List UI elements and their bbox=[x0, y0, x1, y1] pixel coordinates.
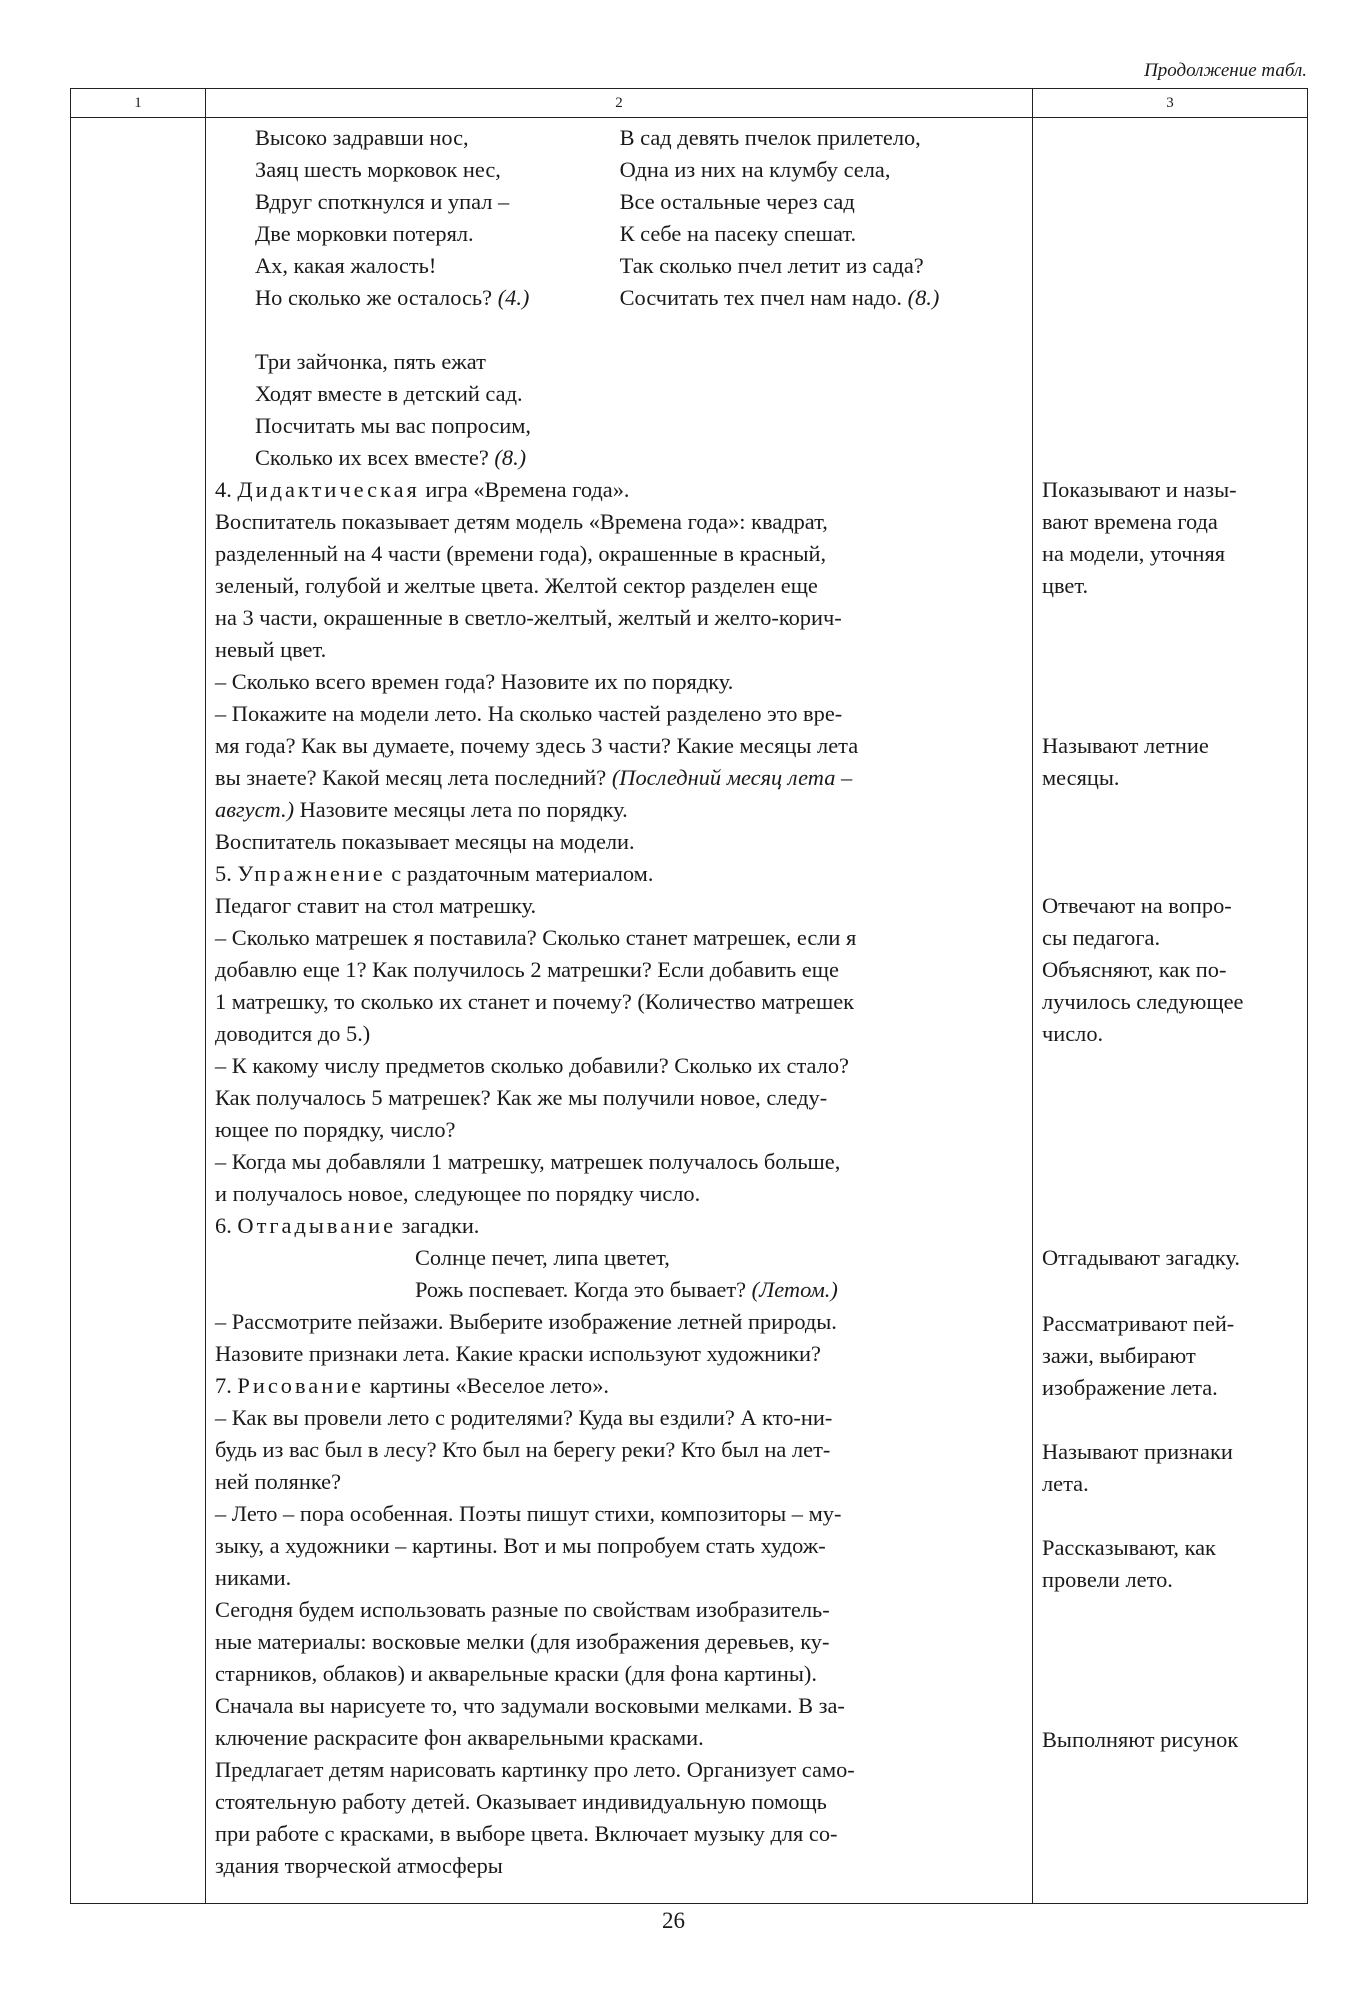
note-line: Называют летние bbox=[1042, 733, 1209, 758]
section-heading: 6. Отгадывание загадки. bbox=[215, 1213, 480, 1238]
text-line: старников, облаков) и акварельные краски (для фона картины). bbox=[215, 1661, 817, 1686]
poem-hare bbox=[255, 122, 620, 314]
riddle-line: Солнце печет, липа цветет, bbox=[415, 1245, 670, 1270]
note-line: провели лето. bbox=[1042, 1567, 1173, 1592]
text-line: доводится до 5.) bbox=[215, 1021, 371, 1046]
text-line: мя года? Как вы думаете, почему здесь 3 части? Какие месяцы лета bbox=[215, 733, 859, 758]
poem-line: Сосчитать тех пчел нам надо. (8.) bbox=[619, 285, 940, 310]
text-line: – К какому числу предметов сколько добавили? Сколько их стало? bbox=[215, 1053, 849, 1078]
column-1-cell bbox=[71, 118, 206, 1904]
text-line: вы знаете? Какой месяц лета последний? (Последний месяц лета – bbox=[215, 765, 853, 790]
note-line: цвет. bbox=[1042, 573, 1089, 598]
text-line: Предлагает детям нарисовать картинку про лето. Организует само- bbox=[215, 1757, 855, 1782]
text-line: разделенный на 4 части (времени года), окрашенные в красный, bbox=[215, 541, 827, 566]
text-line: здания творческой атмосферы bbox=[215, 1853, 503, 1878]
note-signs bbox=[1042, 1436, 1303, 1500]
text-line: невый цвет. bbox=[215, 637, 327, 662]
note-line: Называют признаки bbox=[1042, 1439, 1233, 1464]
poem-line: Ходят вместе в детский сад. bbox=[255, 381, 523, 406]
note-line: Отгадывают загадку. bbox=[1042, 1245, 1240, 1270]
note-draw bbox=[1042, 1724, 1303, 1756]
spacer bbox=[215, 314, 1028, 346]
poem-bees bbox=[620, 122, 1028, 314]
text-line: – Сколько всего времен года? Назовите их по порядку. bbox=[215, 669, 734, 694]
note-line: Отвечают на вопро- bbox=[1042, 893, 1232, 918]
poem-line: Ах, какая жалость! bbox=[255, 253, 437, 278]
section-heading: 7. Рисование картины «Веселое лето». bbox=[215, 1373, 610, 1398]
note-line: Рассказывают, как bbox=[1042, 1535, 1216, 1560]
column-3-cell bbox=[1033, 118, 1308, 1904]
poem-answer: (8.) bbox=[907, 285, 940, 310]
text-line: и получалось новое, следующее по порядку число. bbox=[215, 1181, 701, 1206]
note-tell bbox=[1042, 1532, 1303, 1596]
note-landscapes bbox=[1042, 1308, 1303, 1404]
text-line: ней полянке? bbox=[215, 1469, 342, 1494]
text-line: – Когда мы добавляли 1 матрешку, матрешек получалось больше, bbox=[215, 1149, 841, 1174]
note-line: число. bbox=[1042, 1021, 1104, 1046]
note-riddle bbox=[1042, 1242, 1303, 1274]
text-line: на 3 части, окрашенные в светло-желтый, желтый и желто-корич- bbox=[215, 605, 842, 630]
poem-answer: (8.) bbox=[494, 445, 527, 470]
table-body-row bbox=[71, 118, 1308, 1904]
note-line: месяцы. bbox=[1042, 765, 1120, 790]
note-seasons bbox=[1042, 474, 1303, 602]
text-line: добавлю еще 1? Как получилось 2 матрешки? Если добавить еще bbox=[215, 957, 839, 982]
text-line: ющее по порядку, число? bbox=[215, 1117, 456, 1142]
note-line: зажи, выбирают bbox=[1042, 1343, 1196, 1368]
text-line: Сегодня будем использовать разные по свойствам изобразитель- bbox=[215, 1597, 830, 1622]
section-heading: 4. Дидактическая игра «Времена года». bbox=[215, 477, 630, 502]
text-line: Как получалось 5 матрешек? Как же мы получили новое, следу- bbox=[215, 1085, 828, 1110]
column-header-1: 1 bbox=[71, 89, 206, 118]
text-line: – Рассмотрите пейзажи. Выберите изображение летней природы. bbox=[215, 1309, 837, 1334]
lesson-table bbox=[70, 88, 1308, 1904]
continuation-label: Продолжение табл. bbox=[1144, 60, 1307, 81]
text-line: никами. bbox=[215, 1565, 292, 1590]
poem-line: Одна из них на клумбу села, bbox=[619, 157, 891, 182]
column-header-2: 2 bbox=[206, 89, 1033, 118]
note-line: лучилось следующее bbox=[1042, 989, 1244, 1014]
poem-line: Так сколько пчел летит из сада? bbox=[619, 253, 924, 278]
text-line: – Сколько матрешек я поставила? Сколько станет матрешек, если я bbox=[215, 925, 857, 950]
note-line: Показывают и назы- bbox=[1042, 477, 1237, 502]
note-line: Рассматривают пей- bbox=[1042, 1311, 1235, 1336]
poem-hedgehogs bbox=[215, 346, 1028, 474]
poem-line: Сколько их всех вместе? (8.) bbox=[255, 445, 527, 470]
note-summer-months bbox=[1042, 730, 1303, 794]
note-line: сы педагога. bbox=[1042, 925, 1161, 950]
poem-line: К себе на пасеку спешат. bbox=[619, 221, 857, 246]
poem-line: Две морковки потерял. bbox=[255, 221, 474, 246]
note-line: вают времена года bbox=[1042, 509, 1218, 534]
section-6 bbox=[215, 1210, 1028, 1370]
text-line: Воспитатель показывает месяцы на модели. bbox=[215, 829, 635, 854]
column-header-3: 3 bbox=[1033, 89, 1308, 118]
section-7 bbox=[215, 1370, 1028, 1882]
text-line: зыку, а художники – картины. Вот и мы попробуем стать худож- bbox=[215, 1533, 826, 1558]
text-line: стоятельную работу детей. Оказывает индивидуальную помощь bbox=[215, 1789, 827, 1814]
poem-line: Три зайчонка, пять ежат bbox=[255, 349, 486, 374]
poem-line: Высоко задравши нос, bbox=[255, 125, 469, 150]
note-line: изображение лета. bbox=[1042, 1375, 1218, 1400]
text-line: – Как вы провели лето с родителями? Куда вы ездили? А кто-ни- bbox=[215, 1405, 833, 1430]
section-5 bbox=[215, 858, 1028, 1210]
column-2-cell bbox=[206, 118, 1033, 1904]
poem-line: Вдруг споткнулся и упал – bbox=[255, 189, 510, 214]
section-heading: 5. Упражнение с раздаточным материалом. bbox=[215, 861, 654, 886]
poem-line: В сад девять пчелок прилетело, bbox=[619, 125, 921, 150]
poem-line: Но сколько же осталось? (4.) bbox=[255, 285, 530, 310]
note-line: лета. bbox=[1042, 1471, 1089, 1496]
text-line: зеленый, голубой и желтые цвета. Желтой сектор разделен еще bbox=[215, 573, 818, 598]
page-number: 26 bbox=[662, 1908, 685, 1933]
text-line: – Лето – пора особенная. Поэты пишут стихи, композиторы – му- bbox=[215, 1501, 842, 1526]
note-line: на модели, уточняя bbox=[1042, 541, 1226, 566]
text-line: Педагог ставит на стол матрешку. bbox=[215, 893, 537, 918]
riddle-line: Рожь поспевает. Когда это бывает? (Летом.) bbox=[415, 1277, 838, 1302]
poem-line: Посчитать мы вас попросим, bbox=[255, 413, 532, 438]
note-answers bbox=[1042, 890, 1303, 1050]
poem-line: Все остальные через сад bbox=[619, 189, 855, 214]
note-line: Объясняют, как по- bbox=[1042, 957, 1227, 982]
note-line: Выполняют рисунок bbox=[1042, 1727, 1239, 1752]
text-line: – Покажите на модели лето. На сколько частей разделено это вре- bbox=[215, 701, 843, 726]
text-line: ключение раскрасите фон акварельными красками. bbox=[215, 1725, 704, 1750]
section-4 bbox=[215, 474, 1028, 858]
poem-answer: (4.) bbox=[497, 285, 530, 310]
poems-block bbox=[215, 122, 1028, 314]
text-line: Сначала вы нарисуете то, что задумали восковыми мелками. В за- bbox=[215, 1693, 845, 1718]
text-line: ные материалы: восковые мелки (для изображения деревьев, ку- bbox=[215, 1629, 830, 1654]
text-line: Воспитатель показывает детям модель «Времена года»: квадрат, bbox=[215, 509, 828, 534]
text-line: август.) Назовите месяцы лета по порядку. bbox=[215, 797, 628, 822]
text-line: при работе с красками, в выборе цвета. Включает музыку для со- bbox=[215, 1821, 838, 1846]
text-line: 1 матрешку, то сколько их станет и почему? (Количество матрешек bbox=[215, 989, 855, 1014]
text-line: будь из вас был в лесу? Кто был на берегу реки? Кто был на лет- bbox=[215, 1437, 831, 1462]
poem-line: Заяц шесть морковок нес, bbox=[255, 157, 501, 182]
text-line: Назовите признаки лета. Какие краски используют художники? bbox=[215, 1341, 821, 1366]
table-header-row bbox=[71, 89, 1308, 118]
